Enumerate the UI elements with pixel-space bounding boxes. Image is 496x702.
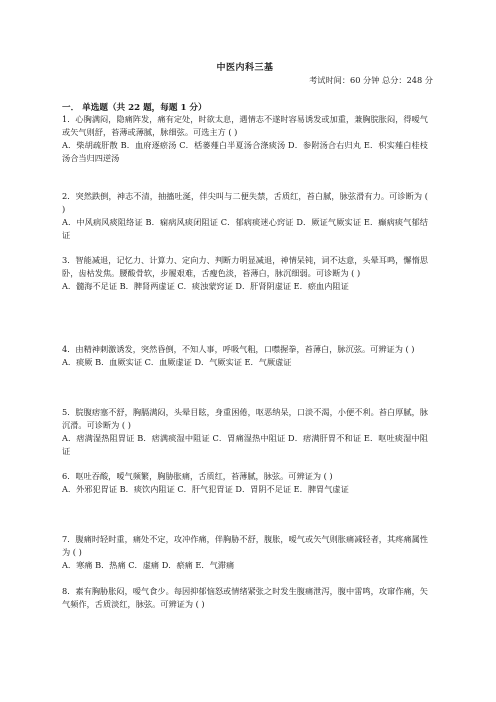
question-8	[62, 585, 428, 611]
question-2	[62, 190, 428, 242]
question-stem: 1．心胸满闷，隐痛阵发，痛有定处，时欲太息，遇情志不遂时容易诱发或加重，兼胸脘胀闷，得嗳气或矢气则舒，苔薄或薄腻，脉细弦。可选主方 ( )	[62, 114, 428, 137]
question-5	[62, 406, 428, 458]
page-title: 中医内科三基	[216, 63, 274, 73]
question-stem: 7．腹痛时轻时重，痛处不定，攻冲作痛，伴胸胁不舒，腹胀，嗳气或矢气则胀痛减轻者，其疼痛属性为 ( )	[62, 534, 428, 557]
question-4	[62, 343, 428, 369]
question-options: A．外邪犯胃证 B．痰饮内阻证 C．肝气犯胃证 D．胃阴不足证 E．脾胃气虚证	[62, 484, 349, 494]
question-stem: 2．突然跌倒，神志不清，抽搐吐涎，伴尖叫与二便失禁，舌质红，苔白腻，脉弦滑有力。可诊断为 ( )	[62, 191, 428, 214]
section-heading: 一． 单选题（共 22 题，每题 1 分）	[62, 103, 207, 113]
question-options: A．柴胡疏肝散 B．血府逐瘀汤 C．栝蒌薤白半夏汤合涤痰汤 D．参附汤合右归丸 E．枳实薤白桂枝汤合当归四逆汤	[62, 140, 428, 163]
question-3	[62, 254, 428, 293]
question-stem: 3．智能减退，记忆力、计算力、定向力、判断力明显减退，神情呆钝，词不达意，头晕耳鸣，懈惰思卧，齿枯发焦。腰酸骨软，步履艰难，舌瘦色淡，苔薄白，脉沉细弱。可诊断为 ( )	[62, 255, 428, 278]
question-1	[62, 113, 428, 165]
question-stem: 8．素有胸胁胀闷，嗳气食少。每因抑郁恼怒或情绪紧张之时发生腹痛泄泻，腹中雷鸣，攻窜作痛，矢气频作，舌质淡红，脉弦。可辨证为 ( )	[62, 586, 428, 609]
question-options: A．痞满湿热阻胃证 B．痞满痰湿中阻证 C．胃痛湿热中阻证 D．痞满肝胃不和证 E．呕吐痰湿中阻证	[62, 433, 428, 456]
question-stem: 5．脘腹痞塞不舒，胸膈满闷，头晕目眩，身重困倦，呕恶纳呆，口淡不渴，小便不利。苔白厚腻，脉沉滑。可诊断为 ( )	[62, 407, 428, 430]
question-options: A．中风病风痰阻络证 B．痫病风痰闭阻证 C．郁病痰迷心窍证 D．厥证气厥实证 E．癫病痰气郁结证	[62, 217, 428, 240]
question-options: A．髓海不足证 B．脾肾两虚证 C．痰浊蒙窍证 D．肝肾阴虚证 E．瘀血内阻证	[62, 281, 349, 291]
question-stem: 4．由精神刺激诱发，突然昏倒，不知人事，呼吸气粗，口噤握拳，苔薄白，脉沉弦。可辨证为 ( )	[62, 344, 415, 354]
question-7	[62, 533, 428, 572]
question-options: A．寒痛 B．热痛 C．虚痛 D．瘀痛 E．气滞痛	[62, 560, 235, 570]
question-options: A．痰厥 B．血厥实证 C．血厥虚证 D．气厥实证 E．气厥虚证	[62, 357, 292, 367]
question-stem: 6．呕吐吞酸，嗳气频繁，胸胁胀痛，舌质红，苔薄腻，脉弦。可辨证为 ( )	[62, 471, 333, 481]
question-6	[62, 470, 428, 496]
exam-meta: 考试时间：60 分钟 总分：248 分	[309, 75, 433, 85]
